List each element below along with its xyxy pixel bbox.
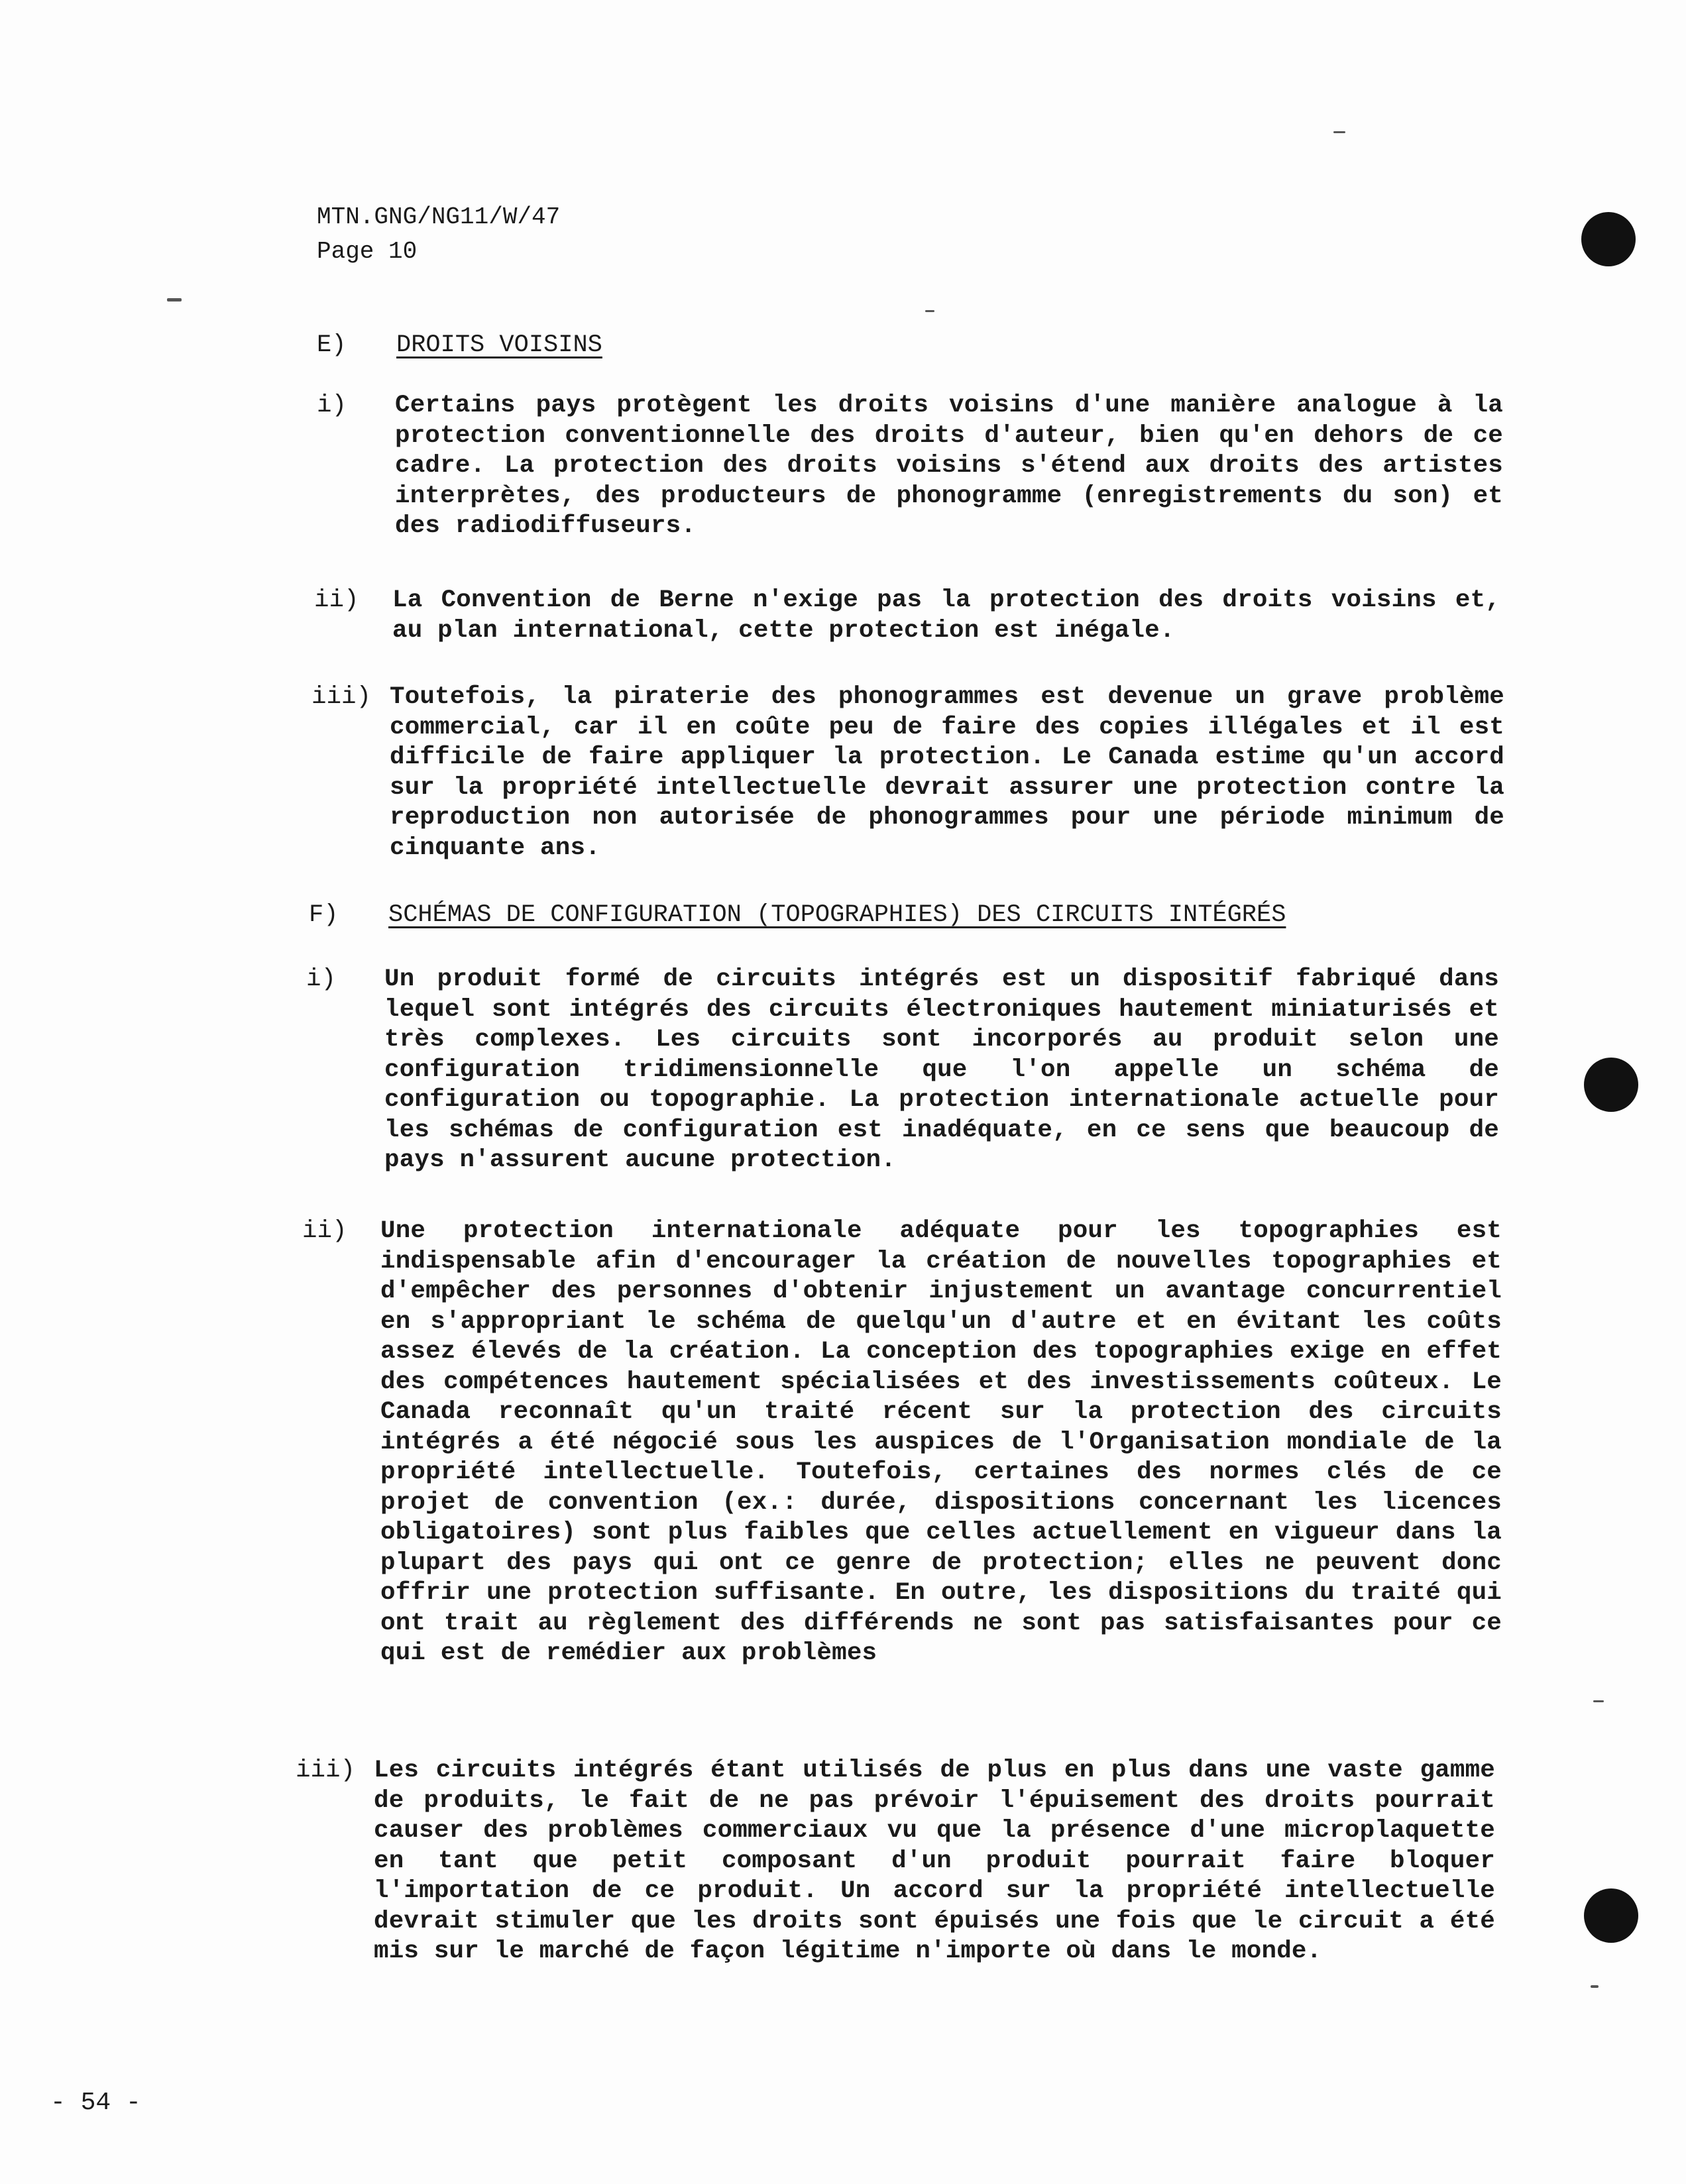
paragraph-number: iii) [296,1757,356,1784]
paragraph-number: i) [317,392,347,419]
footer-page-number: - 54 - [50,2089,141,2117]
punch-hole [1581,212,1636,266]
paragraph-text: Toutefois, la piraterie des phonogrammes est devenue un grave problème commercial, car il en coûte peu de faire des copies illégales et il est difficile de faire appliquer la protection. Le Canada estime qu'un accord sur la propriété intellectuelle devrait assurer une protection contre la reproduction non autorisée de phonogrammes pour une période minimum de cinquante ans. [390,683,1504,862]
section-e-paragraph-2 [314,586,1500,646]
section-f-title: SCHÉMAS DE CONFIGURATION (TOPOGRAPHIES) DES CIRCUITS INTÉGRÉS [388,901,1286,929]
paragraph-number: iii) [311,683,372,711]
scan-speck [167,298,182,301]
paragraph-number: ii) [302,1217,347,1245]
section-e-paragraph-1 [317,391,1503,542]
paragraph-number: i) [306,965,337,993]
section-f-paragraph-2 [302,1217,1502,1669]
paragraph-text: La Convention de Berne n'exige pas la protection des droits voisins et, au plan international, cette protection est inégale. [392,586,1500,645]
section-e-paragraph-3 [311,682,1504,863]
scan-speck [1591,1985,1599,1988]
section-e-title: DROITS VOISINS [396,331,602,359]
scan-speck [1593,1700,1604,1702]
document-reference: MTN.GNG/NG11/W/47 [317,203,561,231]
scan-speck [1333,131,1345,133]
paragraph-text: Une protection internationale adéquate pour les topographies est indispensable afin d'encourager la création de nouvelles topographies et d'empêcher des personnes d'obtenir injustement un avantage concurrentiel en s'appropriant le schéma de quelqu'un d'autre et en évitant les coûts assez élevés de la création. La conception des topographies exige en effet des compétences hautement spécialisées et des investissements coûteux. Le Canada reconnaît qu'un traité récent sur la protection des circuits intégrés a été négocié sous les auspices de l'Organisation mondiale de la propriété intellectuelle. Toutefois, certaines des normes clés de ce projet de convention (ex.: durée, dispositions concernant les licences obligatoires) sont plus faibles que celles actuellement en vigueur dans la plupart des pays qui ont ce genre de protection; elles ne peuvent donc offrir une protection suffisante. En outre, les dispositions du traité qui ont trait au règlement des différends ne sont pas satisfaisantes pour ce qui est de remédier aux problèmes [380,1217,1502,1667]
section-f-heading [309,900,1286,930]
punch-hole [1584,1058,1638,1112]
paragraph-text: Certains pays protègent les droits voisins d'une manière analogue à la protection conventionnelle des droits d'auteur, bien qu'en dehors de ce cadre. La protection des droits voisins s'étend aux droits des artistes interprètes, des producteurs de phonogramme (enregistrements du son) et des radiodiffuseurs. [395,392,1503,540]
section-e-letter: E) [317,331,347,359]
paragraph-text: Un produit formé de circuits intégrés est un dispositif fabriqué dans lequel sont intégrés des circuits électroniques hautement miniaturisés et très complexes. Les circuits sont incorporés au produit selon une configuration tridimensionnelle que l'on appelle un schéma de configuration ou topographie. La protection internationale actuelle pour les schémas de configuration est inadéquate, en ce sens que beaucoup de pays n'assurent aucune protection. [384,965,1499,1174]
punch-hole [1584,1888,1638,1943]
paragraph-number: ii) [314,586,359,614]
section-f-paragraph-1 [306,965,1499,1176]
section-f-paragraph-3 [296,1756,1495,1967]
document-header [317,200,560,269]
page-label: Page 10 [317,238,418,265]
section-e-heading [317,330,602,360]
paragraph-text: Les circuits intégrés étant utilisés de plus en plus dans une vaste gamme de produits, le fait de ne pas prévoir l'épuisement des droits pourrait causer des problèmes commerciaux vu que la présence d'une microplaquette en tant que petit composant d'un produit pourrait faire bloquer l'importation de ce produit. Un accord sur la propriété intellectuelle devrait stimuler que les droits sont épuisés une fois que le circuit a été mis sur le marché de façon légitime n'importe où dans le monde. [374,1757,1495,1965]
section-f-letter: F) [309,901,339,929]
scan-speck [925,310,934,312]
